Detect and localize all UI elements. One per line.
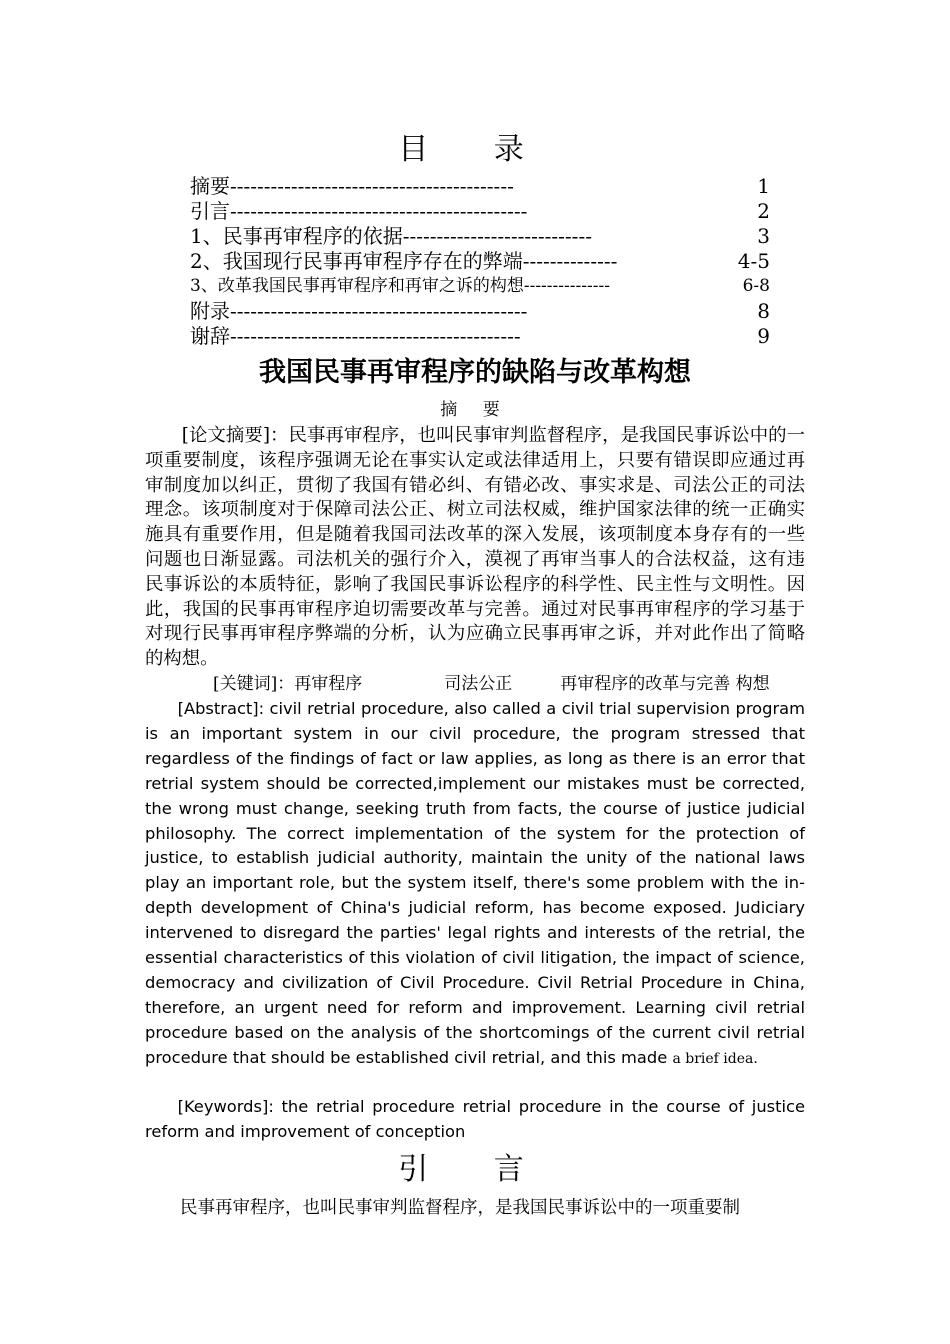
toc-entry-page: 6-8 xyxy=(742,276,770,296)
toc-entry-leader: ------------------------------------------ xyxy=(230,174,514,198)
toc-entry-page: 8 xyxy=(757,299,770,323)
toc-entry-page: 3 xyxy=(757,224,770,248)
toc-entry-label: 附录 xyxy=(190,299,230,323)
chinese-abstract: [论文摘要]：民事再审程序，也叫民事审判监督程序，是我国民事诉讼中的一项重要制度，该程序强调无论在事实认定或法律适用上，只要有错误即应通过再审制度加以纠正，贯彻了我国有错必纠、有错必改、事实求是、司法公正的司法理念。该项制度对于保障司法公正、树立司法权威，维护国家法律的统一正确实施具有重要作用，但是随着我国司法改革的深入发展，该项制度本身存有的一些问题也日渐显露。司法机关的强行介入，漠视了再审当事人的合法权益，这有违民事诉讼的本质特征，影响了我国民事诉讼程序的科学性、民主性与文明性。因此，我国的民事再审程序迫切需要改革与完善。通过对民事再审程序的学习基于对现行民事再审程序弊端的分析，认为应确立民事再审之诉，并对此作出了简略的构想。 xyxy=(145,425,805,670)
toc-entry[interactable] xyxy=(190,199,770,224)
english-abstract xyxy=(145,697,805,1072)
toc-entry[interactable] xyxy=(190,274,770,299)
keyword-1: [关键词]：再审程序 xyxy=(213,674,363,694)
english-abstract-tail: a brief idea. xyxy=(672,1050,758,1067)
toc-entry[interactable] xyxy=(190,324,770,349)
table-of-contents xyxy=(190,174,770,349)
keyword-3: 再审程序的改革与完善 构想 xyxy=(560,674,770,694)
toc-entry-label: 摘要 xyxy=(190,174,230,198)
toc-entry-leader: -------------- xyxy=(522,249,618,273)
toc-entry-page: 9 xyxy=(757,324,770,348)
chinese-keywords xyxy=(145,672,805,697)
toc-entry-leader: ---------------------------- xyxy=(402,224,592,248)
introduction-heading: 引 言 xyxy=(398,1152,552,1187)
toc-entry-label: 2、我国现行民事再审程序存在的弊端 xyxy=(190,249,523,273)
toc-entry[interactable] xyxy=(190,249,770,274)
toc-entry-label: 谢辞 xyxy=(190,324,230,348)
paper-title: 我国民事再审程序的缺陷与改革构想 xyxy=(259,357,691,388)
toc-entry-page: 1 xyxy=(757,174,770,198)
toc-entry[interactable] xyxy=(190,299,770,324)
toc-title: 目 录 xyxy=(398,132,552,167)
toc-entry-label: 3、改革我国民事再审程序和再审之诉的构想 xyxy=(190,276,524,296)
english-keywords: [Keywords]: the retrial procedure retrial procedure in the course of justice reform and improvement of conception xyxy=(145,1097,805,1141)
toc-entry-label: 引言 xyxy=(190,199,230,223)
toc-entry-leader: -------------------------------------------- xyxy=(230,299,528,323)
toc-entry[interactable] xyxy=(190,174,770,199)
keyword-2: 司法公正 xyxy=(444,674,513,694)
english-abstract-text: [Abstract]: civil retrial procedure, also called a civil trial supervision program is an important system in our civil procedure, the program stressed that regardless of the findings of fact or law applies, as long as there is an error that retrial system should be corrected,implement our mistakes must be corrected, the wrong must change, seeking truth from facts, the course of justice judicial philosophy. The correct implementation of the system for the protection of justice, to establish judicial authority, maintain the unity of the national laws play an important role, but the system itself, there's some problem with the in-depth development of China's judicial reform, has become exposed. Judiciary intervened to disregard the parties' legal rights and interests of the retrial, the essential characteristics of this violation of civil litigation, the impact of science, democracy and civilization of Civil Procedure. Civil Retrial Procedure in China, therefore, an urgent need for reform and improvement. Learning civil retrial procedure based on the analysis of the shortcomings of the current civil retrial procedure that should be established civil retrial, and this made xyxy=(145,699,805,1067)
toc-entry-leader: -------------------------------------------- xyxy=(230,199,528,223)
toc-entry-page: 2 xyxy=(757,199,770,223)
toc-entry-page: 4-5 xyxy=(737,249,770,273)
abstract-heading: 摘 要 xyxy=(440,400,510,420)
toc-entry-label: 1、民事再审程序的依据 xyxy=(190,224,403,248)
toc-entry[interactable] xyxy=(190,224,770,249)
introduction-text: 民事再审程序，也叫民事审判监督程序，是我国民事诉讼中的一项重要制 xyxy=(180,1198,740,1218)
toc-entry-leader: ------------------------------------------- xyxy=(230,324,521,348)
toc-entry-leader: --------------- xyxy=(523,276,610,296)
